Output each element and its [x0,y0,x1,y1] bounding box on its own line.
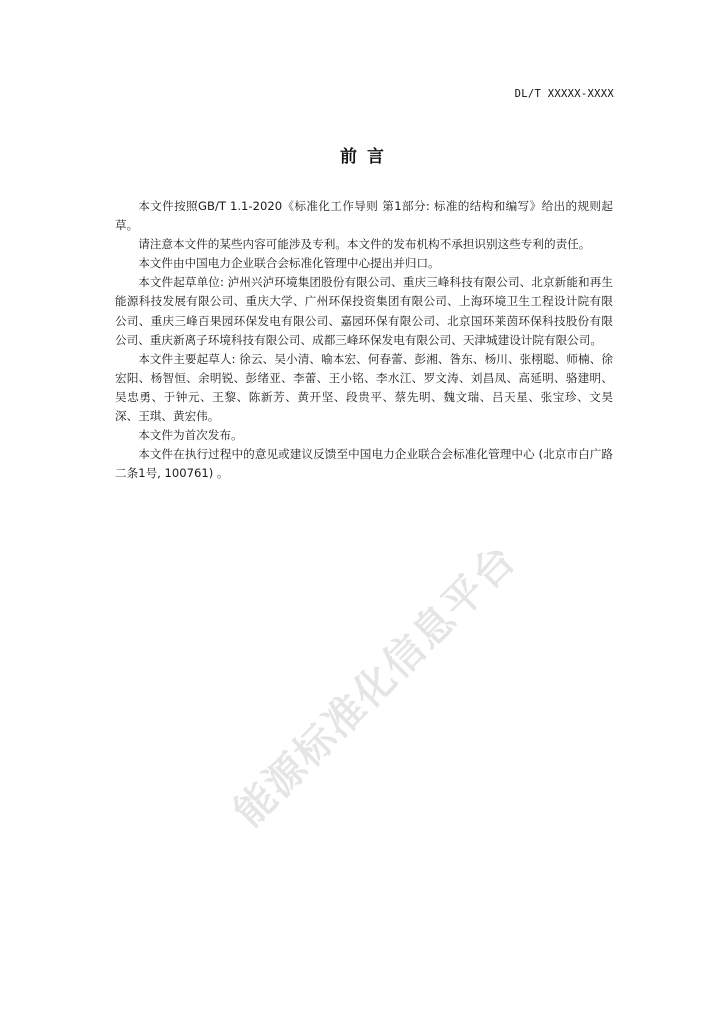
paragraph-drafters: 本文件主要起草人: 徐云、吴小清、喻本宏、何春蕾、彭湘、昝东、杨川、张栩聪、师楠、徐宏阳、杨智恒、余明锐、彭绪亚、李蕾、王小铭、李水江、罗文涛、刘昌凤、高延明、骆建明、吴忠勇、于钟元、王黎、陈新芳、黄开坚、段贵平、蔡先明、魏文瑞、吕天星、张宝珍、文昊深、王琪、黄宏伟。 [115,351,613,424]
paragraph-proposer: 本文件由中国电力企业联合会标准化管理中心提出并归口。 [138,256,440,271]
foreword-body [115,197,613,483]
watermark: 能源标准化信息平台 [225,535,526,836]
paragraph-feedback: 本文件在执行过程中的意见或建议反馈至中国电力企业联合会标准化管理中心 (北京市白广路二条1号, 100761) 。 [115,447,613,481]
paragraph-drafting-units: 本文件起草单位: 泸州兴泸环境集团股份有限公司、重庆三峰科技有限公司、北京新能和再生能源科技发展有限公司、重庆大学、广州环保投资集团有限公司、上海环境卫生工程设计院有限公司、重庆三峰百果园环保发电有限公司、嘉园环保有限公司、北京国环莱茵环保科技股份有限公司、重庆新离子环境科技有限公司、成都三峰环保发电有限公司、天津城建设计院有限公司。 [115,275,613,347]
paragraph-first-release: 本文件为首次发布。 [138,428,243,443]
paragraph-patent-notice: 请注意本文件的某些内容可能涉及专利。本文件的发布机构不承担识别这些专利的责任。 [138,237,591,252]
paragraph-drafting-rules: 本文件按照GB/T 1.1-2020《标准化工作导则 第1部分: 标准的结构和编写》给出的规则起草。 [115,199,613,233]
page-title: 前言 [340,147,394,167]
document-code: DL/T XXXXX-XXXX [514,88,614,100]
